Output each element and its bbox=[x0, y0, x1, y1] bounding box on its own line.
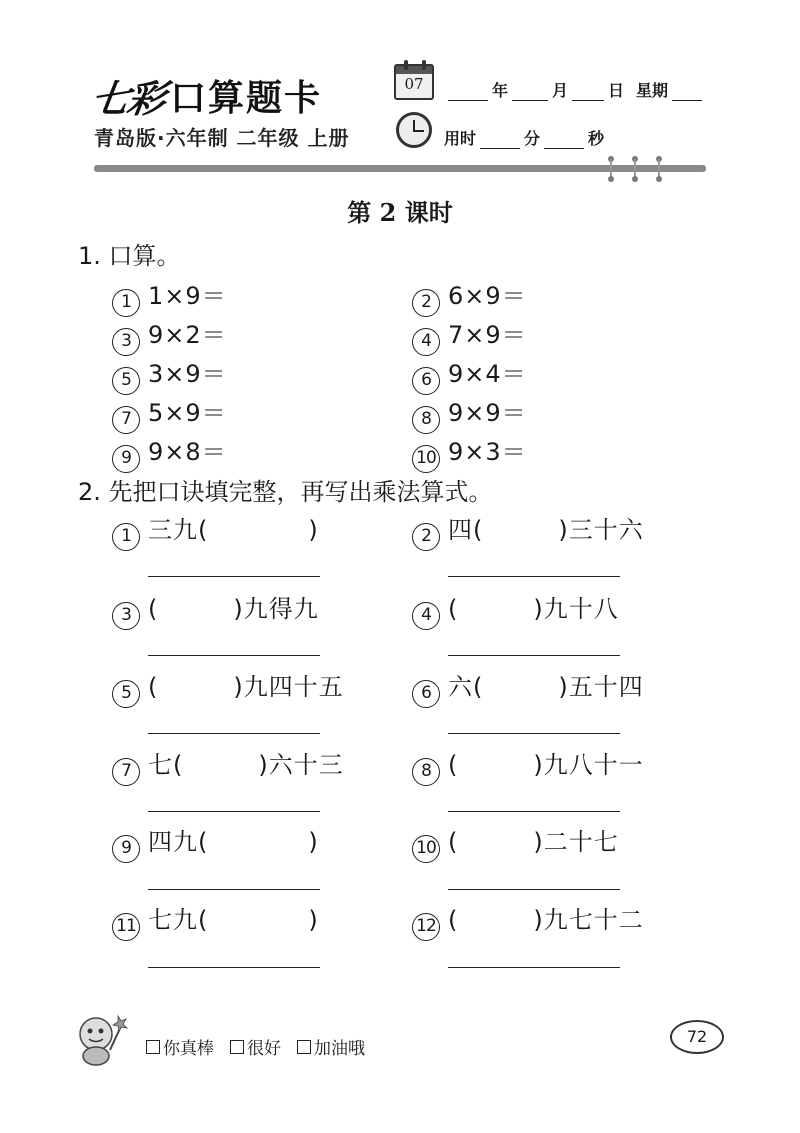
clock-icon bbox=[396, 112, 432, 148]
calc-expression: 9×9＝ bbox=[448, 399, 527, 427]
item-number: 9 bbox=[112, 445, 140, 473]
brand-title: 口算题卡 bbox=[170, 77, 323, 119]
rhyme-item bbox=[112, 822, 319, 863]
answer-line[interactable] bbox=[148, 733, 320, 734]
month-label: 月 bbox=[552, 81, 569, 100]
rhyme-text: ( )九四十五 bbox=[148, 673, 344, 701]
rhyme-text: 七( )六十三 bbox=[148, 751, 344, 779]
rhyme-item bbox=[412, 745, 644, 786]
time-fields bbox=[444, 126, 604, 149]
brand-logo: 七彩 bbox=[88, 75, 167, 121]
minutes-blank[interactable] bbox=[480, 133, 520, 149]
calc-expression: 7×9＝ bbox=[448, 321, 527, 349]
rhyme-text: 四九( ) bbox=[148, 828, 319, 856]
calc-item bbox=[412, 276, 527, 317]
edition-label: 青岛版·六年制 二年级 上册 bbox=[94, 126, 350, 150]
weekday-label: 星期 bbox=[636, 81, 669, 100]
calc-item bbox=[112, 432, 227, 473]
calc-expression: 3×9＝ bbox=[148, 360, 227, 388]
answer-line[interactable] bbox=[148, 889, 320, 890]
item-number: 3 bbox=[112, 328, 140, 356]
day-label: 日 bbox=[608, 81, 625, 100]
minutes-label: 分 bbox=[524, 129, 541, 148]
answer-line[interactable] bbox=[148, 576, 320, 577]
calendar-day: 07 bbox=[404, 75, 424, 93]
item-number: 4 bbox=[412, 602, 440, 630]
calc-expression: 5×9＝ bbox=[148, 399, 227, 427]
page-number: 72 bbox=[670, 1020, 724, 1054]
question-2-title: 2. 先把口诀填完整，再写出乘法算式。 bbox=[78, 478, 493, 506]
item-number: 10 bbox=[412, 445, 440, 473]
rhyme-text: 六( )五十四 bbox=[448, 673, 644, 701]
rhyme-text: ( )九七十二 bbox=[448, 906, 644, 934]
month-blank[interactable] bbox=[512, 85, 548, 101]
item-number: 9 bbox=[112, 835, 140, 863]
calc-item bbox=[412, 354, 527, 395]
rhyme-item bbox=[412, 510, 644, 551]
rhyme-text: 三九( ) bbox=[148, 516, 319, 544]
calc-expression: 9×3＝ bbox=[448, 438, 527, 466]
calc-expression: 9×8＝ bbox=[148, 438, 227, 466]
divider-pin-icon bbox=[656, 156, 662, 182]
rhyme-text: 七九( ) bbox=[148, 906, 319, 934]
answer-line[interactable] bbox=[448, 576, 620, 577]
rhyme-item bbox=[112, 589, 319, 630]
brand bbox=[88, 70, 323, 121]
rating-option[interactable] bbox=[297, 1034, 365, 1059]
rhyme-item bbox=[412, 822, 619, 863]
rhyme-text: ( )九十八 bbox=[448, 595, 619, 623]
rhyme-item bbox=[412, 667, 644, 708]
calc-item bbox=[112, 393, 227, 434]
lesson-title: 第 2 课时 bbox=[347, 198, 453, 227]
rhyme-item bbox=[112, 745, 344, 786]
day-blank[interactable] bbox=[572, 85, 604, 101]
rhyme-text: ( )九得九 bbox=[148, 595, 319, 623]
item-number: 2 bbox=[412, 289, 440, 317]
date-fields bbox=[444, 78, 706, 101]
seconds-label: 秒 bbox=[588, 129, 605, 148]
checkbox[interactable] bbox=[297, 1040, 311, 1054]
item-number: 4 bbox=[412, 328, 440, 356]
answer-line[interactable] bbox=[448, 889, 620, 890]
item-number: 7 bbox=[112, 758, 140, 786]
calc-item bbox=[412, 315, 527, 356]
item-number: 8 bbox=[412, 406, 440, 434]
rhyme-text: 四( )三十六 bbox=[448, 516, 644, 544]
mascot-icon bbox=[70, 1006, 134, 1070]
item-number: 8 bbox=[412, 758, 440, 786]
item-number: 10 bbox=[412, 835, 440, 863]
rhyme-item bbox=[112, 667, 344, 708]
rating-label: 很好 bbox=[247, 1039, 281, 1059]
calc-item bbox=[412, 432, 527, 473]
rhyme-text: ( )九八十一 bbox=[448, 751, 644, 779]
calc-expression: 6×9＝ bbox=[448, 282, 527, 310]
checkbox[interactable] bbox=[146, 1040, 160, 1054]
year-label: 年 bbox=[492, 81, 509, 100]
answer-line[interactable] bbox=[148, 811, 320, 812]
rhyme-text: ( )二十七 bbox=[448, 828, 619, 856]
divider-pin-icon bbox=[632, 156, 638, 182]
calc-item bbox=[412, 393, 527, 434]
item-number: 3 bbox=[112, 602, 140, 630]
calc-item bbox=[112, 276, 227, 317]
item-number: 6 bbox=[412, 367, 440, 395]
item-number: 7 bbox=[112, 406, 140, 434]
divider-pin-icon bbox=[608, 156, 614, 182]
answer-line[interactable] bbox=[148, 967, 320, 968]
rating-label: 加油哦 bbox=[314, 1039, 365, 1059]
answer-line[interactable] bbox=[148, 655, 320, 656]
answer-line[interactable] bbox=[448, 733, 620, 734]
item-number: 11 bbox=[112, 913, 140, 941]
item-number: 2 bbox=[412, 523, 440, 551]
header-divider bbox=[94, 165, 706, 172]
item-number: 5 bbox=[112, 367, 140, 395]
seconds-blank[interactable] bbox=[544, 133, 584, 149]
rhyme-item bbox=[412, 900, 644, 941]
calc-expression: 1×9＝ bbox=[148, 282, 227, 310]
answer-line[interactable] bbox=[448, 967, 620, 968]
calc-item bbox=[112, 354, 227, 395]
calc-item bbox=[112, 315, 227, 356]
weekday-blank[interactable] bbox=[672, 85, 702, 101]
rhyme-item bbox=[112, 510, 319, 551]
rhyme-item bbox=[112, 900, 319, 941]
rating-option[interactable] bbox=[146, 1034, 214, 1059]
item-number: 5 bbox=[112, 680, 140, 708]
checkbox[interactable] bbox=[230, 1040, 244, 1054]
calc-expression: 9×4＝ bbox=[448, 360, 527, 388]
item-number: 12 bbox=[412, 913, 440, 941]
rating-label: 你真棒 bbox=[163, 1039, 214, 1059]
time-used-label: 用时 bbox=[444, 129, 477, 148]
calc-expression: 9×2＝ bbox=[148, 321, 227, 349]
year-blank[interactable] bbox=[448, 85, 488, 101]
calendar-icon bbox=[394, 64, 434, 100]
item-number: 1 bbox=[112, 289, 140, 317]
answer-line[interactable] bbox=[448, 811, 620, 812]
rating-option[interactable] bbox=[230, 1034, 281, 1059]
self-rating bbox=[146, 1034, 365, 1059]
item-number: 6 bbox=[412, 680, 440, 708]
question-1-title: 1. 口算。 bbox=[78, 242, 181, 270]
answer-line[interactable] bbox=[448, 655, 620, 656]
item-number: 1 bbox=[112, 523, 140, 551]
rhyme-item bbox=[412, 589, 619, 630]
